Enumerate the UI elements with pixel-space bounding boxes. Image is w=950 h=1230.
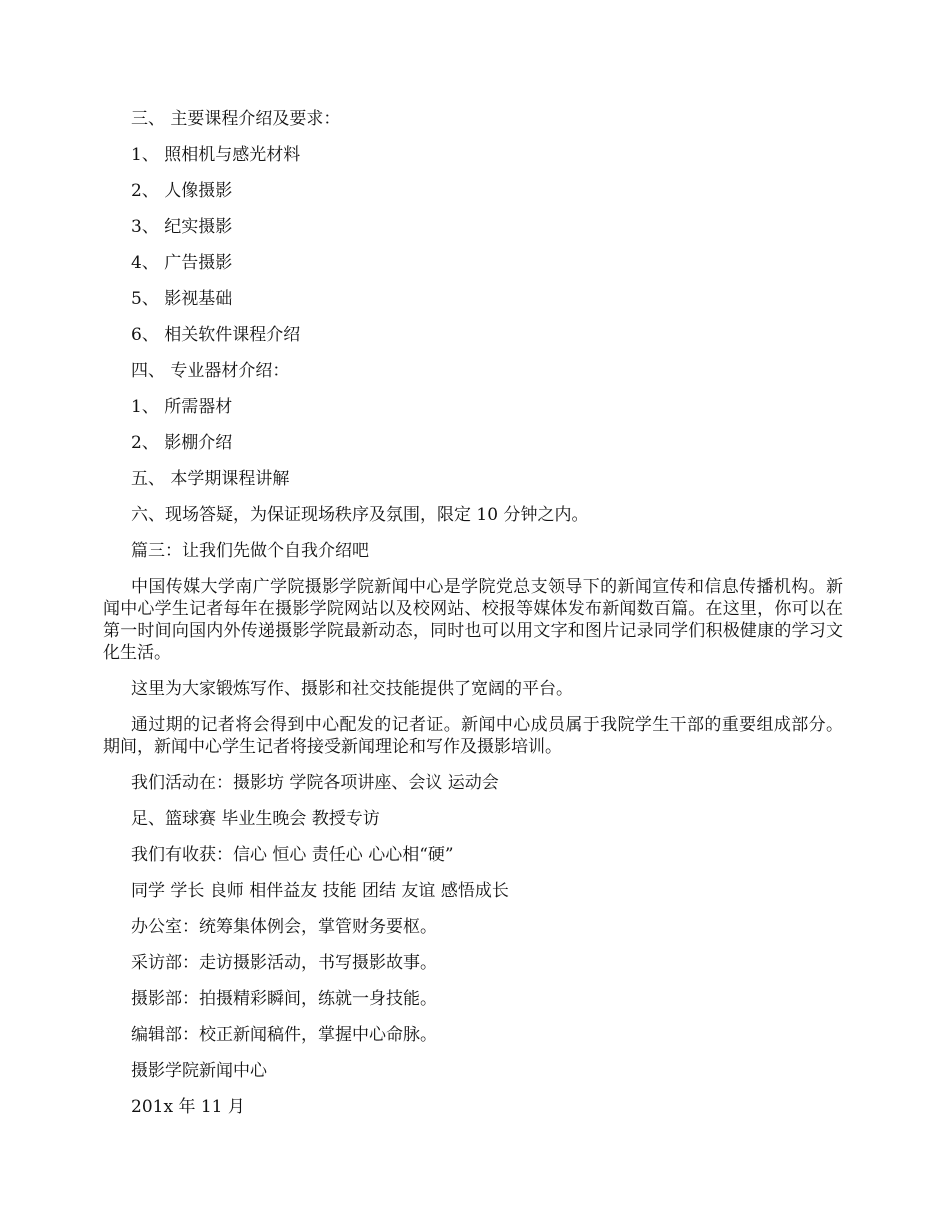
department-line: 采访部：走访摄影活动，书写摄影故事。 — [131, 953, 437, 973]
department-line: 编辑部：校正新闻稿件，掌握中心命脉。 — [131, 1025, 437, 1045]
activity-line: 足、篮球赛 毕业生晚会 教授专访 — [131, 809, 380, 829]
list-item: 2、 人像摄影 — [131, 181, 233, 201]
body-paragraph: 中国传媒大学南广学院摄影学院新闻中心是学院党总支领导下的新闻宣传和信息传播机构。新闻中心学生记者每年在摄影学院网站以及校网站、校报等媒体发布新闻数百篇。在这里，你可以在第一时间向国内外传递摄影学院最新动态，同时也可以用文字和图片记录同学们积极健康的学习文化生活。 — [103, 577, 843, 663]
harvest-line: 我们有收获：信心 恒心 责任心 心心相“硬” — [131, 845, 454, 865]
list-item: 1、 所需器材 — [131, 397, 233, 417]
signature-date: 201x 年 11 月 — [131, 1097, 245, 1117]
department-line: 办公室：统筹集体例会，掌管财务要枢。 — [131, 917, 437, 937]
list-item: 3、 纪实摄影 — [131, 217, 233, 237]
signature-org: 摄影学院新闻中心 — [131, 1061, 267, 1081]
section-heading-6: 六、现场答疑，为保证现场秩序及氛围，限定 10 分钟之内。 — [131, 505, 589, 525]
body-paragraph: 这里为大家锻炼写作、摄影和社交技能提供了宽阔的平台。 — [131, 679, 573, 699]
list-item: 6、 相关软件课程介绍 — [131, 325, 301, 345]
list-item: 5、 影视基础 — [131, 289, 233, 309]
list-item: 4、 广告摄影 — [131, 253, 233, 273]
activity-line: 我们活动在：摄影坊 学院各项讲座、会议 运动会 — [131, 773, 499, 793]
article-heading: 篇三：让我们先做个自我介绍吧 — [131, 541, 369, 561]
harvest-line: 同学 学长 良师 相伴益友 技能 团结 友谊 感悟成长 — [131, 881, 509, 901]
body-paragraph: 通过期的记者将会得到中心配发的记者证。新闻中心成员属于我院学生干部的重要组成部分。期间，新闻中心学生记者将接受新闻理论和写作及摄影培训。 — [103, 715, 843, 757]
department-line: 摄影部：拍摄精彩瞬间，练就一身技能。 — [131, 989, 437, 1009]
section-heading-4: 四、 专业器材介绍： — [131, 361, 290, 381]
document-body — [103, 108, 843, 1132]
list-item: 1、 照相机与感光材料 — [131, 145, 301, 165]
section-heading-3: 三、 主要课程介绍及要求： — [131, 109, 341, 129]
list-item: 2、 影棚介绍 — [131, 433, 233, 453]
section-heading-5: 五、 本学期课程讲解 — [131, 469, 290, 489]
